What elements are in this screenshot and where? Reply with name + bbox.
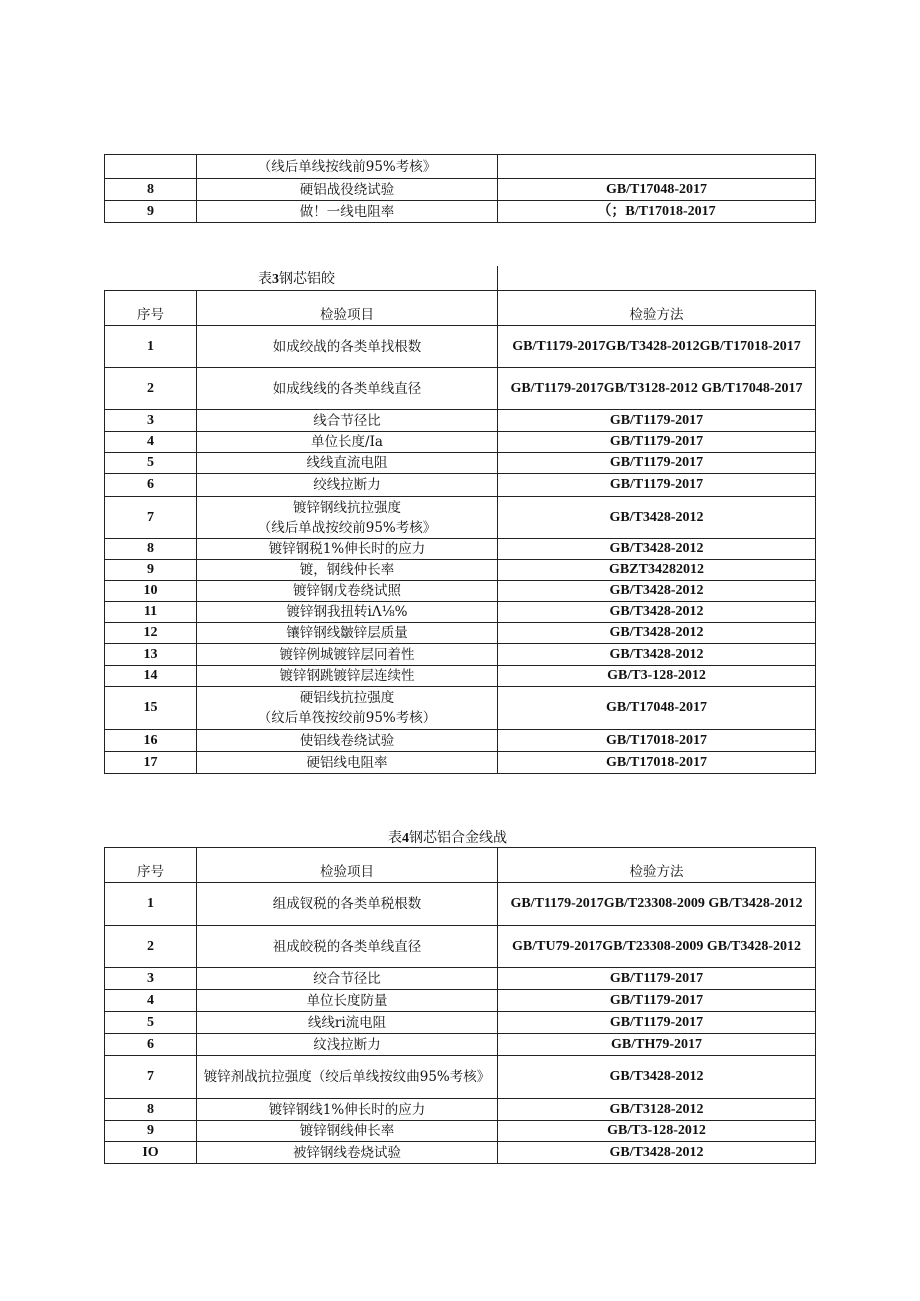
row-number: IO: [105, 1142, 197, 1164]
table-row: [105, 602, 816, 623]
inspection-item: 绞线拉断力: [197, 474, 498, 497]
header-no: 序号: [105, 848, 197, 883]
test-method: GB/T3-128-2012: [498, 666, 816, 687]
header-row: [105, 848, 816, 883]
inspection-item: 镀锌钢线1%伸长时的应力: [197, 1099, 498, 1121]
test-method: GB/T1179-2017GB/T3428-2012GB/T17018-2017: [498, 326, 816, 368]
inspection-item: 绞合节径比: [197, 968, 498, 990]
table-3-caption: 表3钢芯铝皎: [258, 271, 335, 287]
test-method: GB/T3428-2012: [498, 497, 816, 539]
row-number: 10: [105, 581, 197, 602]
inspection-item: 线线ri流电阻: [197, 1012, 498, 1034]
test-method: GB/TH79-2017: [498, 1034, 816, 1056]
inspection-item: 镀锌钢税1%伸长时的应力: [197, 539, 498, 560]
table-row: [105, 687, 816, 730]
table-row: [105, 539, 816, 560]
row-number: 7: [105, 497, 197, 539]
test-method: GB/T1179-2017: [498, 453, 816, 474]
inspection-item: 线线直流电阻: [197, 453, 498, 474]
inspection-item: 镀锌钢线抗拉强度 （线后单战按绞前95%考核》: [197, 497, 498, 539]
table-row: [105, 623, 816, 644]
table-row: [105, 1121, 816, 1142]
inspection-item: 被锌钢线卷烧试验: [197, 1142, 498, 1164]
table-row: [105, 560, 816, 581]
row-number: 6: [105, 1034, 197, 1056]
row-number: 9: [105, 560, 197, 581]
test-method: GB/T17048-2017: [498, 687, 816, 730]
inspection-item: 镀锌钢线伸长率: [197, 1121, 498, 1142]
test-method: GB/T3428-2012: [498, 644, 816, 666]
test-method: GB/T1179-2017: [498, 1012, 816, 1034]
test-method: GB/T17018-2017: [498, 730, 816, 752]
row-number: 11: [105, 602, 197, 623]
row-number: 15: [105, 687, 197, 730]
table-row: [105, 883, 816, 926]
test-method: GBZT34282012: [498, 560, 816, 581]
row-number: 8: [105, 539, 197, 560]
table-row: [105, 201, 816, 223]
row-number: 4: [105, 432, 197, 453]
table-row: [105, 666, 816, 687]
table-row: [105, 497, 816, 539]
row-number: 14: [105, 666, 197, 687]
test-method: GB/TU79-2017GB/T23308-2009 GB/T3428-2012: [498, 926, 816, 968]
table-row: [105, 1056, 816, 1099]
table-row: [105, 1034, 816, 1056]
table-row: [105, 990, 816, 1012]
inspection-item: （线后单线按线前95%考核》: [197, 155, 498, 179]
test-method: GB/T3428-2012: [498, 539, 816, 560]
test-method: （；B/T17018-2017: [498, 201, 816, 223]
inspection-item: 硬铝线抗拉强度 （纹后单筏按绞前95%考核）: [197, 687, 498, 730]
inspection-item: 镀锌剂战抗拉强度（绞后单线按纹曲95%考核》: [197, 1056, 498, 1099]
inspection-item: 镀锌钢跳镀锌层连续性: [197, 666, 498, 687]
inspection-item: 如成绞战的各类单找根数: [197, 326, 498, 368]
table-row: [105, 368, 816, 410]
test-method: GB/T3-128-2012: [498, 1121, 816, 1142]
test-method: GB/T1179-2017GB/T3128-2012 GB/T17048-2017: [498, 368, 816, 410]
inspection-item: 镀锌钢戊卷绕试照: [197, 581, 498, 602]
table-row: [105, 432, 816, 453]
table-row: [105, 581, 816, 602]
header-method: 检验方法: [498, 291, 816, 326]
table-row: [105, 155, 816, 179]
inspection-item: 使铝线卷绕试验: [197, 730, 498, 752]
row-number: 7: [105, 1056, 197, 1099]
table-row: [105, 474, 816, 497]
row-number: 6: [105, 474, 197, 497]
table-4-caption: 表4钢芯铝合金线战: [388, 830, 507, 846]
inspection-item: 组成钗税的各类单税根数: [197, 883, 498, 926]
row-number: 8: [105, 1099, 197, 1121]
inspection-item: 硬铝线电阻率: [197, 752, 498, 774]
table-row: [105, 453, 816, 474]
test-method: GB/T1179-2017: [498, 990, 816, 1012]
inspection-item: 镀，钢线仲长率: [197, 560, 498, 581]
row-number: 8: [105, 179, 197, 201]
row-number: 4: [105, 990, 197, 1012]
inspection-item: 单位长度防量: [197, 990, 498, 1012]
test-method: GB/T3428-2012: [498, 602, 816, 623]
test-method: GB/T3428-2012: [498, 581, 816, 602]
table-row: [105, 1012, 816, 1034]
inspection-item: 镀锌钢我扭转iΛ⅛%: [197, 602, 498, 623]
caption-divider: [497, 266, 498, 290]
test-method: GB/T3428-2012: [498, 1056, 816, 1099]
table-3-steel-core-aluminum: [104, 290, 816, 774]
row-number: 2: [105, 368, 197, 410]
row-number: 5: [105, 453, 197, 474]
inspection-item: 祖成皎税的各类单线直径: [197, 926, 498, 968]
header-no: 序号: [105, 291, 197, 326]
header-row: [105, 291, 816, 326]
table-row: [105, 730, 816, 752]
row-number: 13: [105, 644, 197, 666]
table-row: [105, 410, 816, 432]
inspection-item: 纹浅拉断力: [197, 1034, 498, 1056]
row-number: 1: [105, 883, 197, 926]
row-number: 2: [105, 926, 197, 968]
table-row: [105, 968, 816, 990]
test-method: GB/T1179-2017GB/T23308-2009 GB/T3428-2012: [498, 883, 816, 926]
table-row: [105, 1099, 816, 1121]
test-method: GB/T1179-2017: [498, 432, 816, 453]
header-item: 检验项目: [197, 291, 498, 326]
inspection-item: 镀锌例城镀锌层冋着性: [197, 644, 498, 666]
inspection-item: 单位长度/Ia: [197, 432, 498, 453]
inspection-item: 如成线线的各类单线直径: [197, 368, 498, 410]
table-row: [105, 644, 816, 666]
inspection-item: 做！一线电阻率: [197, 201, 498, 223]
table-1-continuation: [104, 154, 816, 223]
header-method: 检验方法: [498, 848, 816, 883]
header-item: 检验项目: [197, 848, 498, 883]
row-number: 17: [105, 752, 197, 774]
inspection-item: 硬铝战役绕试验: [197, 179, 498, 201]
test-method: GB/T3428-2012: [498, 623, 816, 644]
row-number: 12: [105, 623, 197, 644]
row-number: 16: [105, 730, 197, 752]
table-4-steel-core-alloy: [104, 847, 816, 1164]
test-method: GB/T3128-2012: [498, 1099, 816, 1121]
test-method: GB/T17018-2017: [498, 752, 816, 774]
table-row: [105, 926, 816, 968]
test-method: GB/T1179-2017: [498, 474, 816, 497]
table-row: [105, 326, 816, 368]
inspection-item: 镶锌钢线皺锌层质量: [197, 623, 498, 644]
row-number: 5: [105, 1012, 197, 1034]
table-row: [105, 752, 816, 774]
row-number: 9: [105, 201, 197, 223]
test-method: GB/T3428-2012: [498, 1142, 816, 1164]
test-method: GB/T1179-2017: [498, 410, 816, 432]
test-method: [498, 155, 816, 179]
test-method: GB/T1179-2017: [498, 968, 816, 990]
row-number: 3: [105, 968, 197, 990]
row-number: [105, 155, 197, 179]
table-row: [105, 179, 816, 201]
row-number: 1: [105, 326, 197, 368]
row-number: 3: [105, 410, 197, 432]
inspection-item: 线合节径比: [197, 410, 498, 432]
test-method: GB/T17048-2017: [498, 179, 816, 201]
table-row: [105, 1142, 816, 1164]
row-number: 9: [105, 1121, 197, 1142]
